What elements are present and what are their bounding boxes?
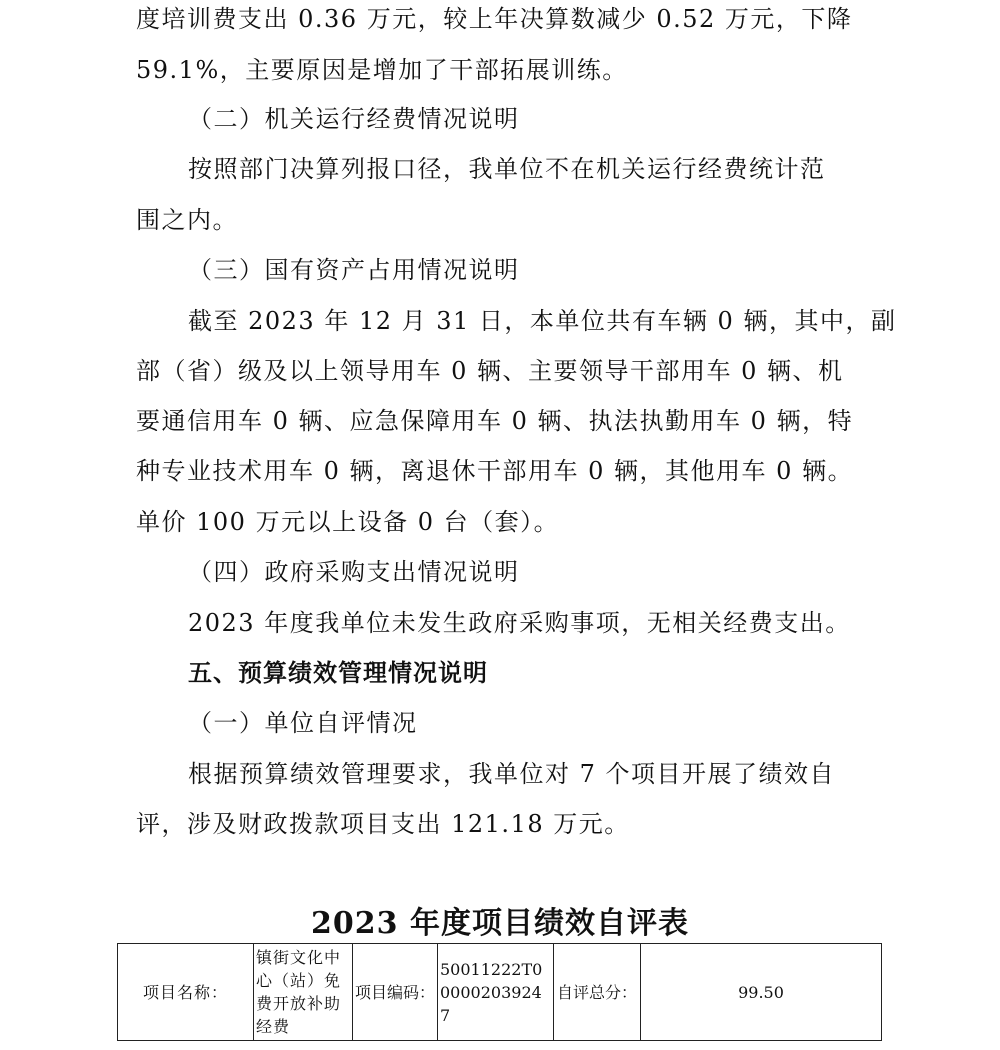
paragraph-line: 种专业技术用车 0 辆，离退休干部用车 0 辆，其他用车 0 辆。 — [136, 457, 854, 485]
paragraph-line: 围之内。 — [136, 206, 238, 234]
paragraph-line: 部（省）级及以上领导用车 0 辆、主要领导干部用车 0 辆、机 — [136, 357, 844, 385]
section-heading-performance: 五、预算绩效管理情况说明 — [188, 659, 488, 687]
performance-evaluation-table — [117, 943, 882, 1041]
paragraph-line: 单价 100 万元以上设备 0 台（套）。 — [136, 508, 560, 536]
table-title: 2023 年度项目绩效自评表 — [311, 906, 689, 941]
score-value: 99.50 — [641, 944, 882, 1041]
paragraph-line: 2023 年度我单位未发生政府采购事项，无相关经费支出。 — [188, 609, 851, 637]
score-label: 自评总分： — [554, 944, 641, 1041]
paragraph-line: 截至 2023 年 12 月 31 日，本单位共有车辆 0 辆，其中，副 — [188, 307, 897, 335]
project-code-value: 50011222T000002039247 — [438, 944, 554, 1041]
paragraph-line: 59.1%，主要原因是增加了干部拓展训练。 — [136, 56, 628, 84]
paragraph-line: 要通信用车 0 辆、应急保障用车 0 辆、执法执勤用车 0 辆，特 — [136, 407, 854, 435]
project-name-label: 项目名称： — [118, 944, 254, 1041]
project-name-value: 镇街文化中心（站）免费开放补助经费 — [254, 944, 353, 1041]
section-heading-admin-expenses: （二）机关运行经费情况说明 — [188, 105, 520, 133]
section-heading-self-evaluation: （一）单位自评情况 — [188, 709, 418, 737]
project-code-label: 项目编码： — [353, 944, 438, 1041]
table-row — [118, 944, 882, 1041]
section-heading-state-assets: （三）国有资产占用情况说明 — [188, 256, 520, 284]
paragraph-line: 根据预算绩效管理要求，我单位对 7 个项目开展了绩效自 — [188, 760, 836, 788]
paragraph-line: 评，涉及财政拨款项目支出 121.18 万元。 — [136, 810, 630, 838]
paragraph-line: 度培训费支出 0.36 万元，较上年决算数减少 0.52 万元，下降 — [136, 5, 853, 33]
paragraph-line: 按照部门决算列报口径，我单位不在机关运行经费统计范 — [188, 155, 826, 183]
section-heading-procurement: （四）政府采购支出情况说明 — [188, 558, 520, 586]
